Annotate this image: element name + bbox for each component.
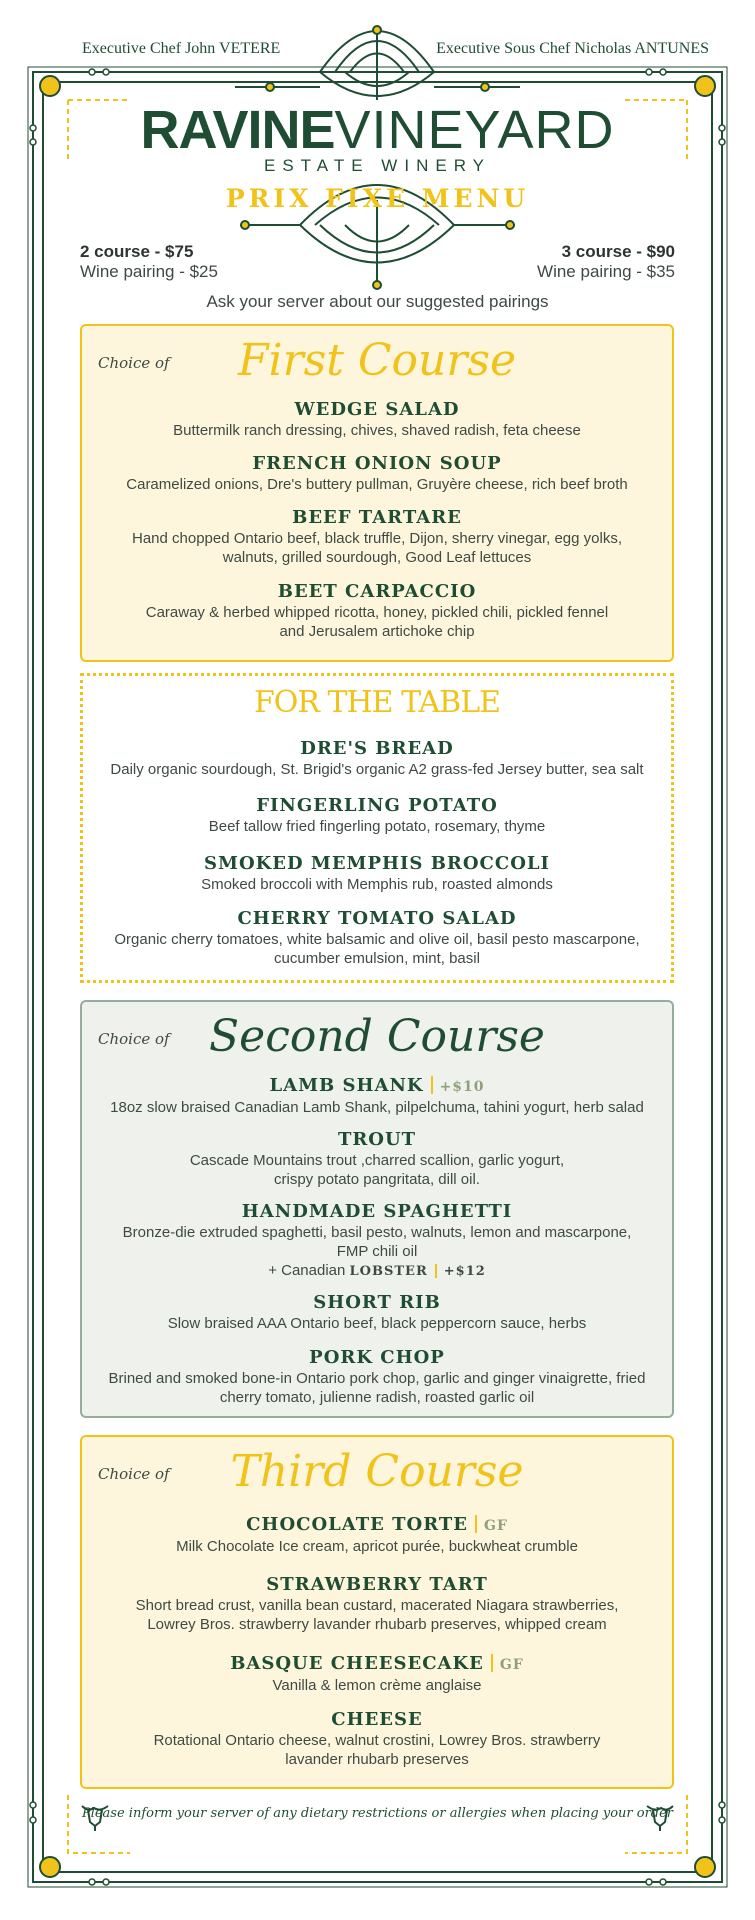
dish-description: Cascade Mountains trout ,charred scallion, garlic yogurt, (189, 1152, 565, 1169)
choice-label: Choice of (98, 354, 170, 372)
three-course-price: 3 course - $90 (561, 242, 675, 261)
menu-item (82, 1129, 672, 1189)
dish-description: Hand chopped Ontario beef, black truffle, Dijon, sherry vinegar, egg yolks, (132, 530, 622, 547)
executive-sous-chef: Executive Sous Chef Nicholas ANTUNES (436, 40, 709, 57)
dish-description: lavander rhubarb preserves (285, 1751, 469, 1768)
dish-description: Organic cherry tomatoes, white balsamic and olive oil, basil pesto mascarpone, (114, 931, 640, 948)
dish-description: Beef tallow fried fingerling potato, rosemary, thyme (208, 818, 546, 835)
menu-item (82, 399, 672, 440)
dish-name: SHORT RIB (313, 1292, 441, 1313)
menu-item (82, 1201, 672, 1281)
dish-description: cucumber emulsion, mint, basil (274, 950, 480, 967)
dish-description: crispy potato pangritata, dill oil. (274, 1171, 480, 1188)
addon-prefix: + Canadian (268, 1262, 346, 1279)
dish-name: STRAWBERRY TART (266, 1574, 488, 1595)
dish-name: WEDGE SALAD (294, 399, 460, 420)
dish-name: FRENCH ONION SOUP (252, 453, 502, 474)
menu-item (82, 1709, 672, 1769)
menu-item (82, 507, 672, 567)
dish-description: Milk Chocolate Ice cream, apricot purée, buckwheat crumble (176, 1538, 578, 1555)
dish-description: 18oz slow braised Canadian Lamb Shank, pilpelchuma, tahini yogurt, herb salad (110, 1099, 644, 1116)
first-course-panel (80, 324, 674, 662)
addon-line (82, 1261, 672, 1281)
dish-name: DRE'S BREAD (300, 738, 454, 759)
dish-description: Bronze-die extruded spaghetti, basil pesto, walnuts, lemon and mascarpone, (122, 1224, 632, 1241)
dish-description: and Jerusalem artichoke chip (279, 623, 475, 640)
dish-description: cherry tomato, julienne radish, roasted garlic oil (219, 1389, 535, 1406)
dish-description: Lowrey Bros. strawberry lavander rhubarb preserves, whipped cream (147, 1616, 607, 1633)
two-course-pairing: Wine pairing - $25 (80, 262, 218, 281)
bull-icon (643, 1798, 677, 1832)
menu-item (82, 1075, 672, 1117)
logo-subtitle: ESTATE WINERY (263, 156, 492, 175)
separator (431, 1076, 433, 1094)
section-title: FOR THE TABLE (253, 685, 501, 720)
menu-item (82, 1514, 672, 1556)
choice-label: Choice of (98, 1030, 170, 1048)
third-course-panel (80, 1435, 674, 1789)
dish-description: Slow braised AAA Ontario beef, black peppercorn sauce, herbs (167, 1315, 587, 1332)
price-two-course (80, 242, 218, 282)
second-course-panel (80, 1000, 674, 1418)
dish-description: walnuts, grilled sourdough, Good Leaf lettuces (222, 549, 532, 566)
dish-name: CHERRY TOMATO SALAD (237, 908, 517, 929)
dish-name: BEEF TARTARE (292, 507, 462, 528)
choice-label: Choice of (98, 1465, 170, 1483)
dish-name: CHEESE (331, 1709, 423, 1730)
logo-bold-text: RAVINE (140, 100, 335, 160)
separator (491, 1654, 493, 1672)
for-the-table-panel (80, 673, 674, 983)
dish-name: TROUT (337, 1129, 417, 1150)
upcharge: +$10 (439, 1079, 485, 1095)
three-course-pairing: Wine pairing - $35 (537, 262, 675, 281)
menu-item (83, 853, 671, 894)
dish-description: Brined and smoked bone-in Ontario pork chop, garlic and ginger vinaigrette, fried (108, 1370, 646, 1387)
dish-description: Short bread crust, vanilla bean custard, macerated Niagara strawberries, (135, 1597, 619, 1614)
section-title: Second Course (209, 1011, 545, 1062)
dish-name: HANDMADE SPAGHETTI (241, 1201, 513, 1222)
dish-name: SMOKED MEMPHIS BROCCOLI (204, 853, 550, 874)
menu-item (83, 908, 671, 968)
addon-name: LOBSTER (349, 1264, 428, 1279)
winery-logo (0, 100, 755, 160)
menu-item (82, 1574, 672, 1634)
dish-name: BASQUE CHEESECAKE (230, 1653, 484, 1674)
gluten-free-tag: GF (483, 1518, 508, 1534)
section-title: Third Course (230, 1446, 524, 1497)
pairing-note: Ask your server about our suggested pairings (206, 292, 549, 311)
menu-item (82, 1347, 672, 1407)
menu-item (82, 453, 672, 494)
gluten-free-tag: GF (499, 1657, 524, 1673)
menu-title: PRIX FIXE MENU (225, 184, 530, 213)
menu-item (83, 738, 671, 779)
executive-chef: Executive Chef John VETERE (82, 40, 281, 57)
dish-description: FMP chili oil (336, 1243, 418, 1260)
dish-description: Smoked broccoli with Memphis rub, roasted almonds (201, 876, 553, 893)
price-three-course (537, 242, 675, 282)
dish-description: Vanilla & lemon crème anglaise (272, 1677, 482, 1694)
addon-price: +$12 (443, 1264, 486, 1279)
dish-name: BEET CARPACCIO (277, 581, 477, 602)
dish-name: LAMB SHANK (269, 1075, 424, 1096)
menu-item (82, 581, 672, 641)
menu-item (82, 1653, 672, 1695)
menu-item (82, 1292, 672, 1333)
dish-description: Rotational Ontario cheese, walnut crostini, Lowrey Bros. strawberry (153, 1732, 601, 1749)
dish-description: Caraway & herbed whipped ricotta, honey, pickled chili, pickled fennel (145, 604, 609, 621)
logo-light-text: VINEYARD (334, 100, 615, 160)
dish-name: PORK CHOP (309, 1347, 445, 1368)
two-course-price: 2 course - $75 (80, 242, 194, 261)
separator (475, 1515, 477, 1533)
dish-name: CHOCOLATE TORTE (246, 1514, 468, 1535)
dish-name: FINGERLING POTATO (256, 795, 498, 816)
menu-item (83, 795, 671, 836)
dish-description: Buttermilk ranch dressing, chives, shaved radish, feta cheese (173, 422, 581, 439)
section-title: First Course (237, 335, 517, 386)
dish-description: Caramelized onions, Dre's buttery pullman, Gruyère cheese, rich beef broth (126, 476, 628, 493)
dish-description: Daily organic sourdough, St. Brigid's organic A2 grass-fed Jersey butter, sea salt (110, 761, 644, 778)
separator (435, 1264, 437, 1278)
dietary-note: Please inform your server of any dietary restrictions or allergies when placing your order (81, 1806, 674, 1821)
